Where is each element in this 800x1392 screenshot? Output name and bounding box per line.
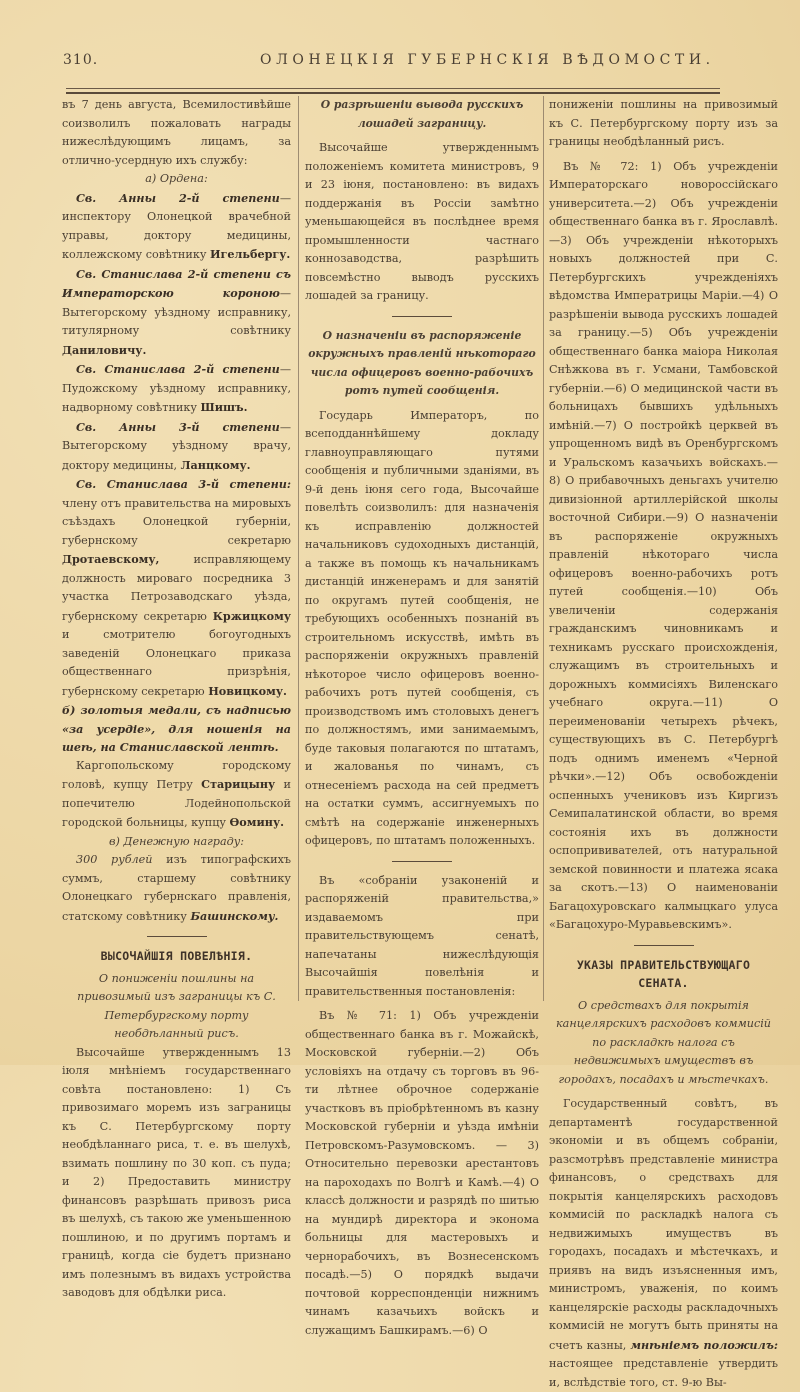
recipient-name: Даниловичу. xyxy=(62,342,147,357)
decree-title: О средствахъ для покрытія канцелярскихъ расходовъ коммисій по раскладкѣ налога съ недвижимыхъ имуществъ въ городахъ, посадахъ и мѣстечкахъ. xyxy=(555,998,772,1086)
continuation-paragraph: пониженіи пошлины на привозимый къ С. Петербургскому порту изъ за границы необдѣланный рисъ. xyxy=(549,98,778,148)
recipient-name: Ланцкому. xyxy=(180,457,251,472)
column-2 xyxy=(305,96,539,1340)
decree-text: Государственный совѣтъ, въ департаментѣ государственной экономіи и въ общемъ собраніи, разсмотрѣвъ представленіе министра финансовъ, о средствахъ для покрытія канцелярскихъ расходовъ коммисій по раскладкѣ налога съ недвижимыхъ имуществъ въ городахъ, посадахъ и мѣстечкахъ, и приявъ на видъ изъясненныя имъ, министромъ, уваженія, по коимъ канцелярскіе расходы раскладочныхъ коммисій не могутъ быть приняты на счетъ казны, мнѣніемъ положилъ: настоящее представленіе утвердить и, вслѣдствіе того, ст. 9-ю Вы- xyxy=(549,1097,778,1389)
page-number: 310. xyxy=(63,52,99,68)
separator xyxy=(634,945,694,946)
money-paragraph: 300 рублей изъ типографскихъ суммъ, старшему совѣтнику Олонецкаго губернскаго правленія, статскому совѣтнику Башинскому. xyxy=(62,853,291,923)
recipient-name: Игельбергу. xyxy=(209,247,291,261)
subheading-orders: а) Ордена: xyxy=(145,172,208,185)
decree-title: О пониженіи пошлины на привозимый изъ заграницы къ С. Петербургскому порту необдѣланный рисъ. xyxy=(77,971,276,1040)
medal-paragraph: Каргопольскому городскому головѣ, купцу Петру Старицыну и попечителю Лодейнопольской городской больницы, купцу Ѳомину. xyxy=(62,758,292,829)
award-paragraph: Св. Анны 2-й степени—инспектору Олонецкой врачебной управы, доктору медицины, коллежскому совѣтнику Игельбергу. xyxy=(62,190,291,261)
separator xyxy=(392,316,452,317)
no71-paragraph: Въ № 71: 1) Объ учрежденіи общественнаго банка въ г. Можайскѣ, Московской губерніи.—2) Объ условіяхъ на отдачу съ торговъ въ 96-ти лѣтнее оброчное содержаніе участковъ въ пріобрѣтенномъ въ казну Московской губерніи и уѣзда имѣніи Петровскомъ-Разумовскомъ. — 3) Относительно перевозки арестантовъ на пароходахъ по Волгѣ и Камѣ.—4) О классѣ должности и разрядѣ по шитью на мундирѣ директора и эконома больницы для мастеровыхъ и чернорабочихъ, въ Вознесенскомъ посадѣ.—5) О порядкѣ выдачи почтовой корреспонденціи нижнимъ чинамъ казачьихъ войскъ и служащимъ Башкирамъ.—6) О xyxy=(305,1009,539,1337)
separator xyxy=(147,936,207,937)
header-rule xyxy=(66,88,720,94)
award-paragraph: Св. Анны 3-й степени—Вытегорскому уѣздному врачу, доктору медицины, Ланцкому. xyxy=(62,419,291,472)
separator xyxy=(392,861,452,862)
decree-text: Высочайше утвержденнымъ положеніемъ комитета министровъ, 9 и 23 іюня, постановлено: въ видахъ поддержанія въ Россіи замѣтно уменьшающейся въ послѣднее время промышленности частнаго коннозаводства, разрѣшить повсемѣстно выводъ русскихъ лошадей за границу. xyxy=(305,141,539,302)
award-paragraph: Св. Станислава 2-й степени съ Императорскою короною—Вытегорскому уѣздному исправнику, титулярному совѣтнику Даниловичу. xyxy=(62,266,291,357)
subheading-medals: б) золотыя медали, съ надписью «за усердіе», для ношенія на шеѣ, на Станиславской лентѣ. xyxy=(62,703,291,754)
page-header xyxy=(60,52,720,76)
section-title-senate-decrees: УКАЗЫ ПРАВИТЕЛЬСТВУЮЩАГО СЕНАТА. xyxy=(576,957,751,990)
collection-intro: Въ «собраніи узаконеній и распоряженій правительства,» издаваемомъ при правительствующемъ сенатѣ, напечатаны нижеслѣдующія Высочайшія повелѣнія и правительственныя постановленія: xyxy=(305,873,539,998)
column-1 xyxy=(62,96,291,1303)
decree-title: О разрѣшеніи вывода русскихъ лошадей заграницу. xyxy=(320,98,524,130)
subheading-money: в) Денежную награду: xyxy=(109,834,244,848)
column-divider-1 xyxy=(298,96,299,1001)
section-title-highest-orders: ВЫСОЧАЙШІЯ ПОВЕЛѢНІЯ. xyxy=(100,949,253,963)
newspaper-title: ОЛОНЕЦКІЯ ГУБЕРНСКІЯ ВѢДОМОСТИ. xyxy=(260,52,715,68)
decree-text: Государь Императоръ, по всеподданнѣйшему докладу главноуправляющаго путями сообщенія и публичными зданіями, въ 9-й день іюня сего года, Высочайше повелѣть соизволилъ: для назначенія къ исправленію должностей начальниковъ судоходныхъ дистанцій, а также въ помощь къ начальникамъ дистанцій инженерамъ и для занятій по округамъ путей сообщенія, не требующихъ особенныхъ познаній въ строительномъ искусствѣ, имѣть въ распоряженіи окружныхъ правленій нѣкоторое число офицеровъ военно-рабочихъ ротъ путей сообщенія, съ производствомъ имъ столовыхъ денегъ по должностямъ, ими занимаемымъ, буде таковыя полагаются по штатамъ, и жалованья по чинамъ, съ отнесеніемъ расхода на сей предметъ на остатки суммъ, ассигнуемыхъ по смѣтѣ на содержаніе инженерныхъ офицеровъ, по штатамъ положенныхъ. xyxy=(305,408,539,847)
decree-text: Высочайше утвержденнымъ 13 іюля мнѣніемъ государственнаго совѣта постановлено: 1) Съ привозимаго моремъ изъ заграницы къ С. Петербургскому порту необдѣланнаго риса, т. е. въ шелухѣ, взимать пошлину по 30 коп. съ пуда; и 2) Предоставить министру финансовъ разрѣшать привозъ риса въ шелухѣ, съ такою же уменьшенною пошлиною, и по другимъ портамъ и границѣ, когда сіе будетъ признано имъ полезнымъ въ видахъ устройства заводовъ для обдѣлки риса. xyxy=(62,1045,292,1299)
column-divider-2 xyxy=(543,96,544,1001)
intro-paragraph: въ 7 день августа, Всемилостивѣйше соизволилъ пожаловать награды нижеслѣдующимъ лицамъ, за отлично-усердную ихъ службу: xyxy=(62,98,291,167)
decree-title: О назначеніи въ распоряженіе окружныхъ правленій нѣкотораго числа офицеровъ военно-рабочихъ ротъ путей сообщенія. xyxy=(308,328,536,397)
no72-paragraph: Въ № 72: 1) Объ учрежденіи Императорскаго новороссійскаго университета.—2) Объ учрежденіи общественнаго банка въ г. Ярославлѣ.—3) Объ учрежденіи нѣкоторыхъ новыхъ должностей при С. Петербургскихъ учрежденіяхъ вѣдомства Императрицы Маріи.—4) О разрѣшеніи вывода русскихъ лошадей за границу.—5) Объ учрежденіи общественнаго банка маіора Николая Снѣжкова въ г. Усмани, Тамбовской губерніи.—6) О медицинской части въ больницахъ бывшихъ удѣльныхъ имѣній.—7) О постройкѣ церквей въ упрощенномъ видѣ въ Оренбургскомъ и Уральскомъ казачьихъ войскахъ.—8) О прибавочныхъ деньгахъ учителю дивизіонной артиллерійской школы восточной Сибири.—9) О назначеніи въ распоряженіе окружныхъ правленій нѣкотораго числа офицеровъ военно-рабочихъ ротъ путей сообщенія.—10) Объ увеличеніи содержанія гражданскимъ чиновникамъ и техникамъ русскаго происхожденія, служащимъ въ строительныхъ и дорожныхъ коммисіяхъ Виленскаго учебнаго округа.—11) О переименованіи четырехъ рѣчекъ, существующихъ въ С. Петербургѣ подъ однимъ именемъ «Черной рѣчки».—12) Объ освобожденіи оспенныхъ учениковъ изъ Киргизъ Семипалатинской области, во время состоянія ихъ въ должности оспопрививателей, отъ натуральной земской повинности и платежа ясака за скотъ.—13) О наименованіи Багацохуровскаго калмыцкаго улуса «Багацохуро-Муравьевскимъ». xyxy=(549,159,778,931)
column-3 xyxy=(549,96,778,1392)
recipient-name: Шишъ. xyxy=(200,400,248,414)
award-paragraph: Св. Станислава 2-й степени—Пудожскому уѣздному исправнику, надворному совѣтнику Шишъ. xyxy=(62,362,291,414)
award-paragraph: Св. Станислава 3-й степени: члену отъ правительства на мировыхъ съѣздахъ Олонецкой губерніи, губернскому секретарю Дротаевскому, исправляющему должность мироваго посредника 3 участка Петрозаводскаго уѣзда, губернскому секретарю Кржицкому и смотрителю богоугодныхъ заведеній Олонецкаго приказа общественнаго призрѣнія, губернскому секретарю Новицкому. xyxy=(62,477,291,698)
